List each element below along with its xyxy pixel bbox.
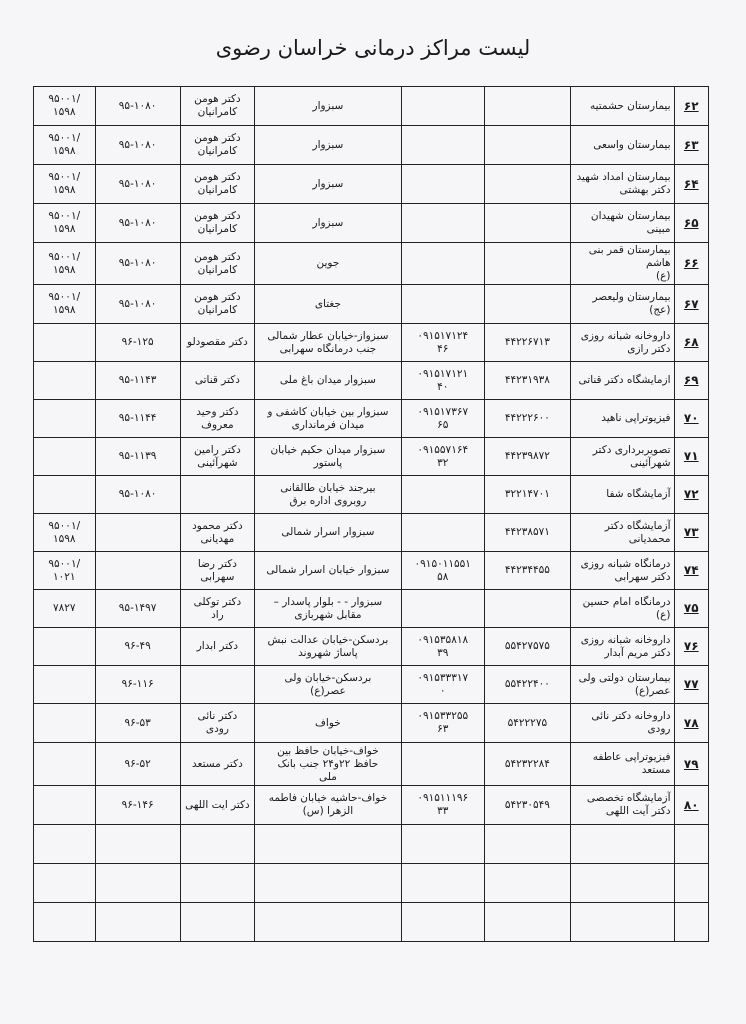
contract-code-cell: ۹۵-۱۴۹۷	[95, 590, 180, 628]
address-cell: جغتای	[255, 285, 402, 324]
mobile-number-cell	[401, 87, 484, 126]
row-number-cell: ۶۹	[674, 362, 709, 400]
contract-code-cell	[95, 903, 180, 942]
row-number-cell: ۸۰	[674, 786, 709, 825]
mobile-number-cell: ۰۹۱۵۱۷۳۶۷ ۶۵	[401, 400, 484, 438]
extra-code-cell	[34, 400, 96, 438]
extra-code-cell	[34, 704, 96, 743]
phone-number-cell: ۴۴۲۳۹۸۷۲	[484, 438, 570, 476]
doctor-name-cell	[180, 666, 254, 704]
row-number-cell: ۶۷	[674, 285, 709, 324]
address-cell: خواف-حاشیه خیابان فاطمه الزهرا (س)	[255, 786, 402, 825]
mobile-number-cell	[401, 126, 484, 165]
address-cell: سبزوار اسرار شمالی	[255, 514, 402, 552]
address-cell: جوین	[255, 243, 402, 285]
address-cell: خواف	[255, 704, 402, 743]
phone-number-cell	[484, 87, 570, 126]
phone-number-cell: ۴۴۲۲۶۷۱۳	[484, 324, 570, 362]
row-number-cell: ۷۳	[674, 514, 709, 552]
table-row	[34, 87, 709, 126]
extra-code-cell	[34, 903, 96, 942]
table-row	[34, 704, 709, 743]
address-cell	[255, 864, 402, 903]
phone-number-cell	[484, 903, 570, 942]
phone-number-cell	[484, 825, 570, 864]
mobile-number-cell: ۰۹۱۵۰۱۱۵۵۱ ۵۸	[401, 552, 484, 590]
mobile-number-cell	[401, 165, 484, 204]
mobile-number-cell: ۰۹۱۵۳۳۲۵۵ ۶۳	[401, 704, 484, 743]
contract-code-cell: ۹۵-۱۰۸۰	[95, 126, 180, 165]
table-row	[34, 628, 709, 666]
doctor-name-cell: دکتر ایت اللهی	[180, 786, 254, 825]
doctor-name-cell: دکتر هومن کامرانیان	[180, 204, 254, 243]
address-cell: بردسکن-خیابان عدالت نبش پاساژ شهروند	[255, 628, 402, 666]
contract-code-cell: ۹۶-۵۲	[95, 743, 180, 786]
contract-code-cell: ۹۵-۱۰۸۰	[95, 476, 180, 514]
contract-code-cell: ۹۵-۱۱۴۴	[95, 400, 180, 438]
phone-number-cell: ۳۲۲۱۴۷۰۱	[484, 476, 570, 514]
contract-code-cell	[95, 552, 180, 590]
mobile-number-cell	[401, 476, 484, 514]
doctor-name-cell	[180, 825, 254, 864]
phone-number-cell: ۴۴۲۳۴۴۵۵	[484, 552, 570, 590]
row-number-cell: ۶۴	[674, 165, 709, 204]
phone-number-cell: ۴۴۲۳۸۵۷۱	[484, 514, 570, 552]
row-number-cell: ۷۷	[674, 666, 709, 704]
doctor-name-cell	[180, 476, 254, 514]
doctor-name-cell: دکتر وحید معروف	[180, 400, 254, 438]
doctor-name-cell: دکتر نائی رودی	[180, 704, 254, 743]
mobile-number-cell	[401, 590, 484, 628]
address-cell	[255, 903, 402, 942]
extra-code-cell	[34, 666, 96, 704]
doctor-name-cell	[180, 864, 254, 903]
extra-code-cell: ۷۸۲۷	[34, 590, 96, 628]
row-number-cell: ۷۱	[674, 438, 709, 476]
address-cell: سبزوار	[255, 87, 402, 126]
row-number-cell: ۶۶	[674, 243, 709, 285]
mobile-number-cell	[401, 243, 484, 285]
extra-code-cell	[34, 825, 96, 864]
doctor-name-cell: دکتر هومن کامرانیان	[180, 87, 254, 126]
extra-code-cell: /۹۵۰۰۱ ۱۵۹۸	[34, 87, 96, 126]
contract-code-cell: ۹۵-۱۰۸۰	[95, 165, 180, 204]
contract-code-cell: ۹۵-۱۱۳۹	[95, 438, 180, 476]
extra-code-cell	[34, 362, 96, 400]
address-cell: سبزواز-خیابان عطار شمالی جنب درمانگاه سهرابی	[255, 324, 402, 362]
center-name-cell: آزمایشگاه تخصصی دکتر آیت اللهی	[571, 786, 675, 825]
extra-code-cell	[34, 864, 96, 903]
row-number-cell: ۷۴	[674, 552, 709, 590]
address-cell: سبزوار بین خیابان کاشفی و میدان فرمانداری	[255, 400, 402, 438]
row-number-cell: ۶۵	[674, 204, 709, 243]
address-cell: سبزوار میدان باغ ملی	[255, 362, 402, 400]
center-name-cell: بیمارستان واسعی	[571, 126, 675, 165]
extra-code-cell: /۹۵۰۰۱ ۱۰۲۱	[34, 552, 96, 590]
center-name-cell: داروخانه شبانه روزی دکتر رازی	[571, 324, 675, 362]
table-row	[34, 324, 709, 362]
doctor-name-cell: دکتر هومن کامرانیان	[180, 126, 254, 165]
phone-number-cell	[484, 126, 570, 165]
mobile-number-cell	[401, 743, 484, 786]
phone-number-cell	[484, 285, 570, 324]
contract-code-cell: ۹۶-۴۹	[95, 628, 180, 666]
doctor-name-cell: دکتر محمود مهدیانی	[180, 514, 254, 552]
phone-number-cell	[484, 204, 570, 243]
extra-code-cell	[34, 476, 96, 514]
table-row	[34, 552, 709, 590]
row-number-cell	[674, 825, 709, 864]
mobile-number-cell	[401, 903, 484, 942]
phone-number-cell: ۵۵۴۲۲۴۰۰	[484, 666, 570, 704]
center-name-cell: بیمارستان قمر بنی هاشم (ع)	[571, 243, 675, 285]
phone-number-cell	[484, 864, 570, 903]
contract-code-cell	[95, 864, 180, 903]
phone-number-cell	[484, 243, 570, 285]
phone-number-cell	[484, 590, 570, 628]
address-cell: سبزوار خیابان اسرار شمالی	[255, 552, 402, 590]
center-name-cell: داروخانه دکتر نائی رودی	[571, 704, 675, 743]
center-name-cell: بیمارستان دولتی ولی عصر(ع)	[571, 666, 675, 704]
row-number-cell: ۷۹	[674, 743, 709, 786]
row-number-cell: ۷۵	[674, 590, 709, 628]
table-row	[34, 825, 709, 864]
medical-centers-table	[33, 86, 709, 942]
mobile-number-cell	[401, 204, 484, 243]
doctor-name-cell: دکتر قناتی	[180, 362, 254, 400]
contract-code-cell: ۹۶-۱۲۵	[95, 324, 180, 362]
doctor-name-cell: دکتر ابدار	[180, 628, 254, 666]
row-number-cell	[674, 864, 709, 903]
phone-number-cell	[484, 165, 570, 204]
center-name-cell: بیمارستان ولیعصر (عج)	[571, 285, 675, 324]
phone-number-cell: ۵۵۴۲۷۵۷۵	[484, 628, 570, 666]
doctor-name-cell: دکتر هومن کامرانیان	[180, 285, 254, 324]
table-row	[34, 400, 709, 438]
row-number-cell: ۷۲	[674, 476, 709, 514]
extra-code-cell	[34, 786, 96, 825]
mobile-number-cell	[401, 825, 484, 864]
address-cell: خواف-خیابان حافظ بین حافظ ۲۲و۲۴ جنب بانک ملی	[255, 743, 402, 786]
contract-code-cell: ۹۵-۱۰۸۰	[95, 285, 180, 324]
contract-code-cell: ۹۵-۱۱۴۳	[95, 362, 180, 400]
extra-code-cell: /۹۵۰۰۱ ۱۵۹۸	[34, 285, 96, 324]
center-name-cell: فیزیوتراپی عاطفه مستعد	[571, 743, 675, 786]
extra-code-cell: /۹۵۰۰۱ ۱۵۹۸	[34, 126, 96, 165]
center-name-cell: ازمایشگاه دکتر قناتی	[571, 362, 675, 400]
mobile-number-cell	[401, 864, 484, 903]
mobile-number-cell	[401, 514, 484, 552]
table-row	[34, 743, 709, 786]
doctor-name-cell: دکتر رامین شهرآئینی	[180, 438, 254, 476]
center-name-cell	[571, 825, 675, 864]
table-row	[34, 362, 709, 400]
table-row	[34, 786, 709, 825]
contract-code-cell: ۹۵-۱۰۸۰	[95, 87, 180, 126]
address-cell: بردسکن-خیابان ولی عصر(ع)	[255, 666, 402, 704]
contract-code-cell: ۹۶-۵۳	[95, 704, 180, 743]
mobile-number-cell: ۰۹۱۵۳۵۸۱۸ ۳۹	[401, 628, 484, 666]
doctor-name-cell: دکتر مستعد	[180, 743, 254, 786]
contract-code-cell	[95, 514, 180, 552]
table-row	[34, 285, 709, 324]
table-row	[34, 903, 709, 942]
center-name-cell: بیمارستان امداد شهید دکتر بهشتی	[571, 165, 675, 204]
row-number-cell: ۷۸	[674, 704, 709, 743]
mobile-number-cell: ۰۹۱۵۵۷۱۶۴ ۳۲	[401, 438, 484, 476]
center-name-cell	[571, 864, 675, 903]
mobile-number-cell	[401, 285, 484, 324]
phone-number-cell: ۴۴۲۲۲۶۰۰	[484, 400, 570, 438]
address-cell: سبزوار	[255, 126, 402, 165]
center-name-cell: درمانگاه شبانه روزی دکتر سهرابی	[571, 552, 675, 590]
phone-number-cell: ۵۴۲۳۲۲۸۴	[484, 743, 570, 786]
table-row	[34, 243, 709, 285]
phone-number-cell: ۴۴۲۳۱۹۳۸	[484, 362, 570, 400]
row-number-cell: ۷۰	[674, 400, 709, 438]
center-name-cell: داروخانه شبانه روزی دکتر مریم آبدار	[571, 628, 675, 666]
table-row	[34, 438, 709, 476]
row-number-cell: ۶۲	[674, 87, 709, 126]
doctor-name-cell: دکتر هومن کامرانیان	[180, 165, 254, 204]
table-row	[34, 666, 709, 704]
mobile-number-cell: ۰۹۱۵۱۱۱۹۶ ۳۳	[401, 786, 484, 825]
contract-code-cell: ۹۶-۱۱۶	[95, 666, 180, 704]
table-row	[34, 590, 709, 628]
center-name-cell: آزمایشگاه شفا	[571, 476, 675, 514]
extra-code-cell	[34, 743, 96, 786]
center-name-cell: تصویربرداری دکتر شهرآئینی	[571, 438, 675, 476]
center-name-cell	[571, 903, 675, 942]
table-row	[34, 514, 709, 552]
contract-code-cell: ۹۵-۱۰۸۰	[95, 204, 180, 243]
doctor-name-cell	[180, 903, 254, 942]
table-row	[34, 165, 709, 204]
mobile-number-cell: ۰۹۱۵۱۷۱۲۴ ۴۶	[401, 324, 484, 362]
extra-code-cell	[34, 628, 96, 666]
contract-code-cell	[95, 825, 180, 864]
doctor-name-cell: دکتر توکلی راد	[180, 590, 254, 628]
row-number-cell: ۶۳	[674, 126, 709, 165]
page-title: لیست مراکز درمانی خراسان رضوی	[215, 36, 531, 60]
extra-code-cell: /۹۵۰۰۱ ۱۵۹۸	[34, 514, 96, 552]
center-name-cell: فیزیوتراپی ناهید	[571, 400, 675, 438]
row-number-cell: ۷۶	[674, 628, 709, 666]
doctor-name-cell: دکتر مقصودلو	[180, 324, 254, 362]
extra-code-cell	[34, 324, 96, 362]
table-row	[34, 126, 709, 165]
center-name-cell: آزمایشگاه دکتر محمدیانی	[571, 514, 675, 552]
table-row	[34, 204, 709, 243]
contract-code-cell: ۹۵-۱۰۸۰	[95, 243, 180, 285]
mobile-number-cell: ۰۹۱۵۳۳۳۱۷ ۰	[401, 666, 484, 704]
center-name-cell: بیمارستان حشمتیه	[571, 87, 675, 126]
address-cell: سبزوار	[255, 204, 402, 243]
address-cell	[255, 825, 402, 864]
address-cell: بیرجند خیابان طالقانی روبروی اداره برق	[255, 476, 402, 514]
phone-number-cell: ۵۴۲۳۰۵۴۹	[484, 786, 570, 825]
doctor-name-cell: دکتر رضا سهرابی	[180, 552, 254, 590]
extra-code-cell	[34, 438, 96, 476]
center-name-cell: بیمارستان شهیدان مبینی	[571, 204, 675, 243]
address-cell: سبزوار	[255, 165, 402, 204]
extra-code-cell: /۹۵۰۰۱ ۱۵۹۸	[34, 165, 96, 204]
doctor-name-cell: دکتر هومن کامرانیان	[180, 243, 254, 285]
table-row	[34, 476, 709, 514]
center-name-cell: درمانگاه امام حسین (ع)	[571, 590, 675, 628]
extra-code-cell: /۹۵۰۰۱ ۱۵۹۸	[34, 243, 96, 285]
table-row	[34, 864, 709, 903]
row-number-cell: ۶۸	[674, 324, 709, 362]
row-number-cell	[674, 903, 709, 942]
mobile-number-cell: ۰۹۱۵۱۷۱۲۱ ۴۰	[401, 362, 484, 400]
extra-code-cell: /۹۵۰۰۱ ۱۵۹۸	[34, 204, 96, 243]
phone-number-cell: ۵۴۲۲۲۷۵	[484, 704, 570, 743]
address-cell: سبزوار میدان حکیم خیابان پاستور	[255, 438, 402, 476]
address-cell: سبزوار - - بلوار پاسدار – مقابل شهربازی	[255, 590, 402, 628]
contract-code-cell: ۹۶-۱۴۶	[95, 786, 180, 825]
